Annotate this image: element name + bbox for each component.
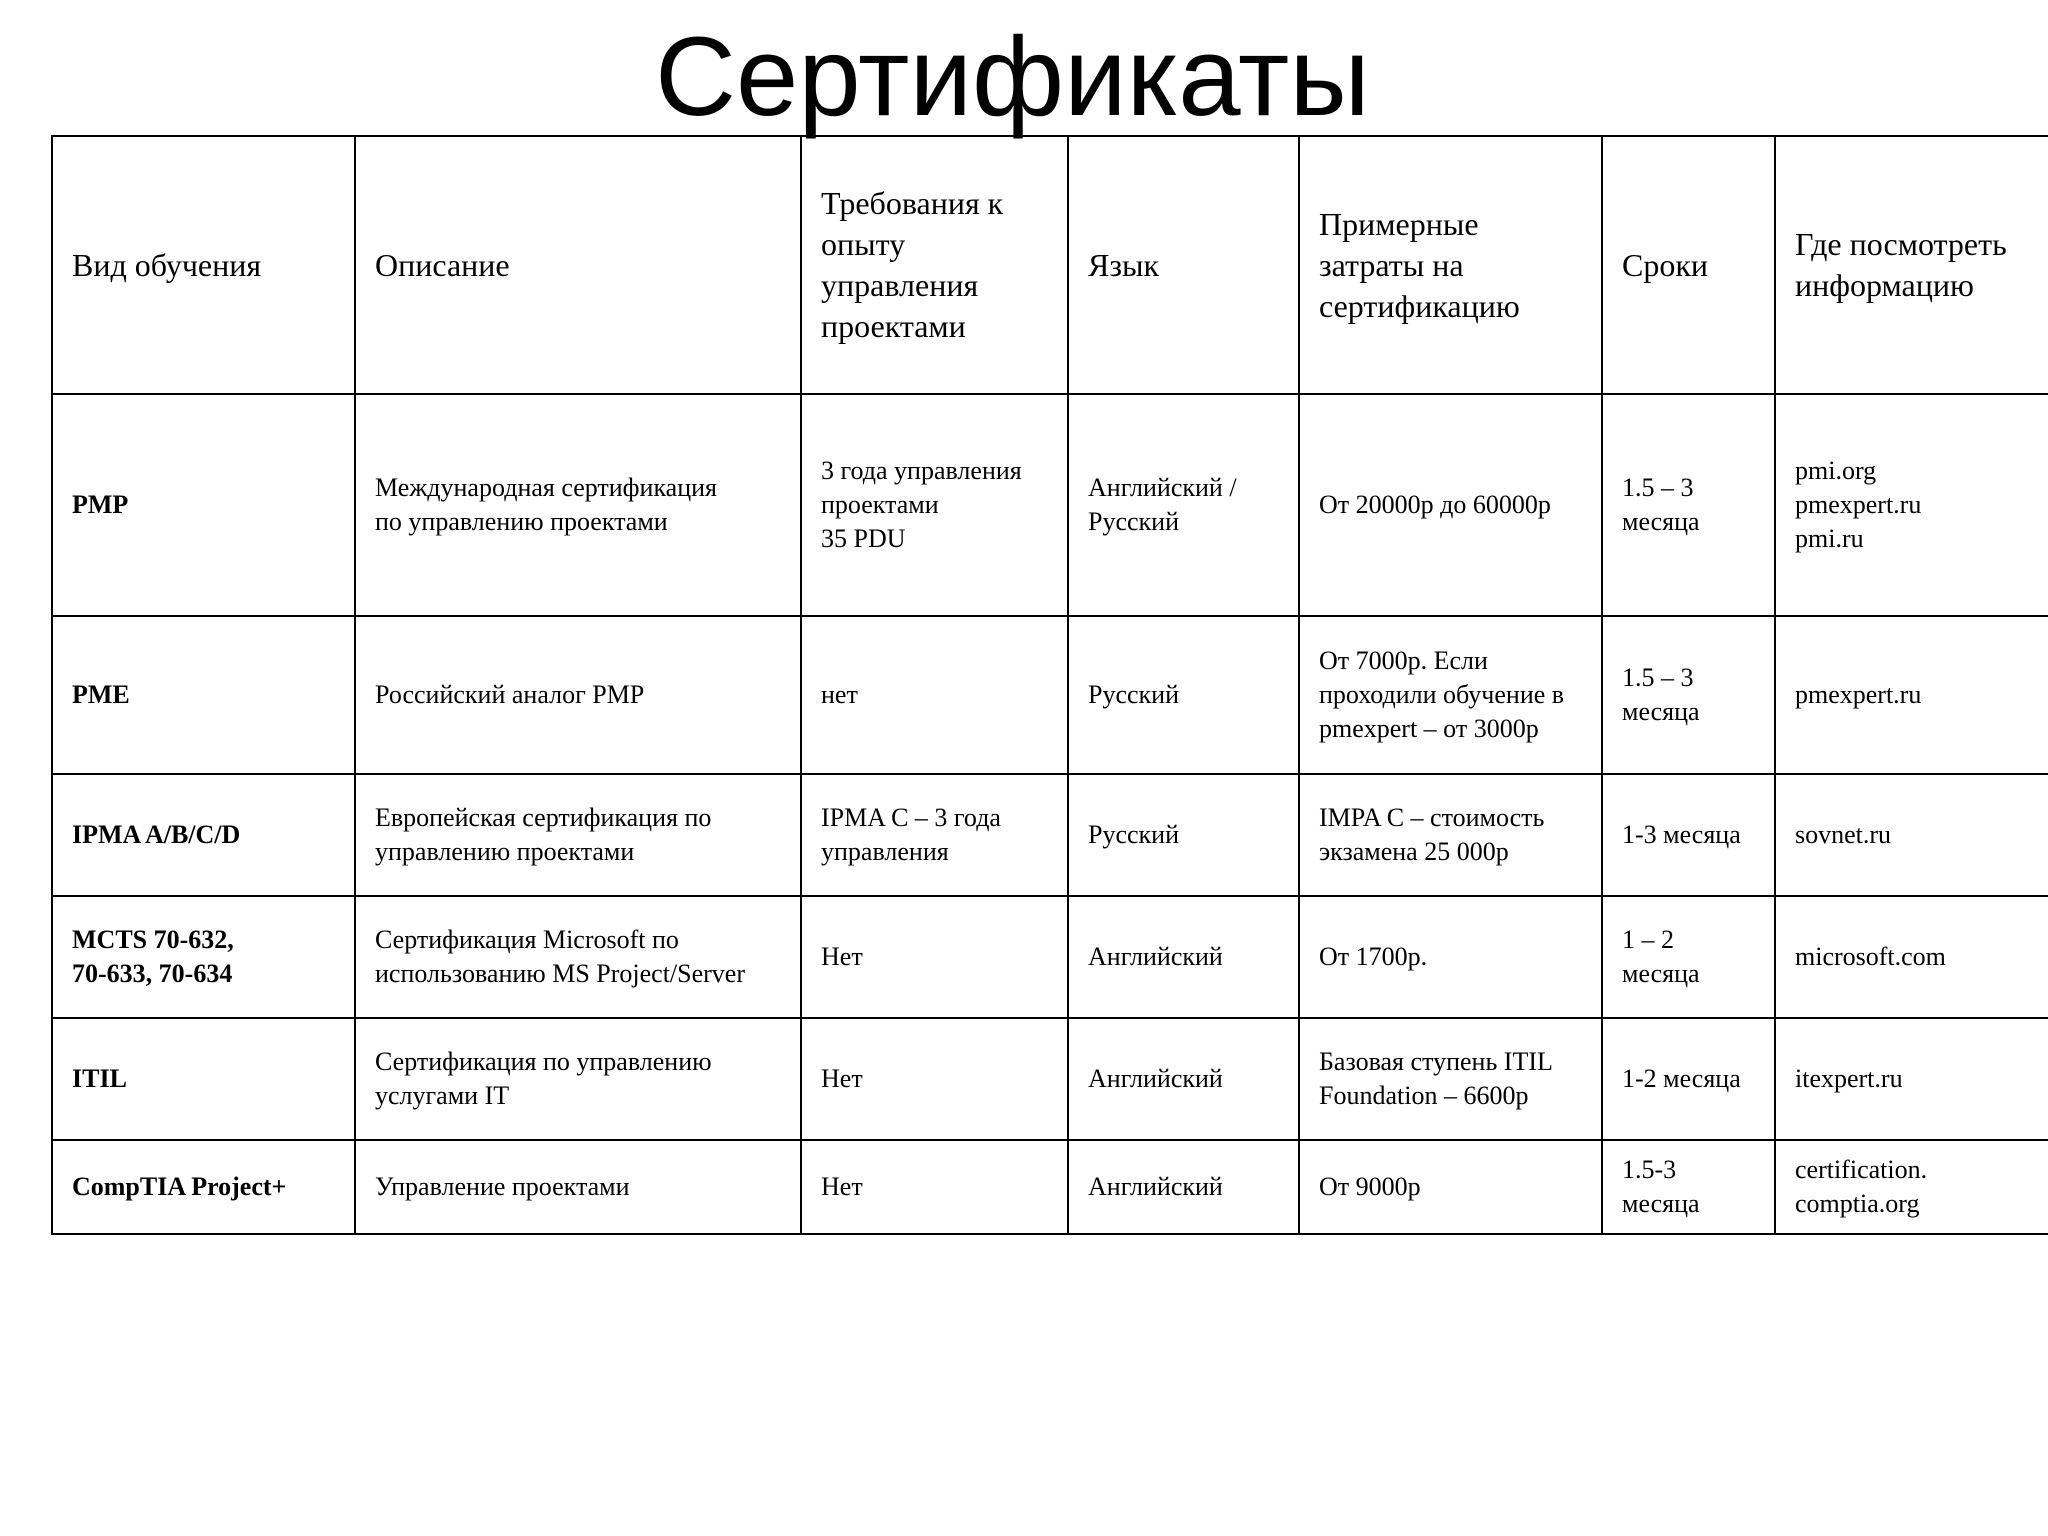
cell-cost: Базовая ступень ITIL Foundation – 6600р xyxy=(1299,1018,1602,1140)
cell-kind: MCTS 70-632, 70-633, 70-634 xyxy=(52,896,355,1018)
cell-duration: 1-2 месяца xyxy=(1602,1018,1775,1140)
cell-duration: 1-3 месяца xyxy=(1602,774,1775,896)
cell-language: Английский / Русский xyxy=(1068,394,1299,616)
cell-duration: 1.5 – 3 месяца xyxy=(1602,616,1775,774)
cell-cost: От 1700р. xyxy=(1299,896,1602,1018)
header-language: Язык xyxy=(1068,136,1299,394)
cell-requirements: IPMA C – 3 года управления xyxy=(801,774,1068,896)
cell-info: pmexpert.ru xyxy=(1775,616,2048,774)
cell-description: Российский аналог PMP xyxy=(355,616,801,774)
table-row xyxy=(52,1018,2048,1140)
header-cost: Примерные затраты на сертификацию xyxy=(1299,136,1602,394)
cell-info: pmi.org pmexpert.ru pmi.ru xyxy=(1775,394,2048,616)
cell-cost: От 7000р. Если проходили обучение в pmexpert – от 3000р xyxy=(1299,616,1602,774)
cell-cost: IMPA C – стоимость экзамена 25 000р xyxy=(1299,774,1602,896)
table-row xyxy=(52,616,2048,774)
cell-language: Английский xyxy=(1068,1140,1299,1234)
cell-cost: От 9000р xyxy=(1299,1140,1602,1234)
table-row xyxy=(52,1140,2048,1234)
table-row xyxy=(52,896,2048,1018)
cell-language: Русский xyxy=(1068,616,1299,774)
table-header-row xyxy=(52,136,2048,394)
table-row xyxy=(52,774,2048,896)
header-description: Описание xyxy=(355,136,801,394)
cell-info: itexpert.ru xyxy=(1775,1018,2048,1140)
cell-requirements: 3 года управления проектами 35 PDU xyxy=(801,394,1068,616)
header-duration: Сроки xyxy=(1602,136,1775,394)
cell-description: Сертификация по управлению услугами IT xyxy=(355,1018,801,1140)
cell-kind: CompTIA Project+ xyxy=(52,1140,355,1234)
cell-kind: IPMA A/B/C/D xyxy=(52,774,355,896)
cell-info: certification. comptia.org xyxy=(1775,1140,2048,1234)
cell-requirements: нет xyxy=(801,616,1068,774)
cell-kind: PMP xyxy=(52,394,355,616)
cell-description: Международная сертификация по управлению проектами xyxy=(355,394,801,616)
cell-info: microsoft.com xyxy=(1775,896,2048,1018)
cell-info: sovnet.ru xyxy=(1775,774,2048,896)
cell-language: Русский xyxy=(1068,774,1299,896)
cell-duration: 1 – 2 месяца xyxy=(1602,896,1775,1018)
cell-cost: От 20000р до 60000р xyxy=(1299,394,1602,616)
table-row xyxy=(52,394,2048,616)
cell-description: Европейская сертификация по управлению проектами xyxy=(355,774,801,896)
cell-requirements: Нет xyxy=(801,1018,1068,1140)
page-title: Сертификаты xyxy=(655,14,1370,139)
header-requirements: Требования к опыту управления проектами xyxy=(801,136,1068,394)
cell-kind: ITIL xyxy=(52,1018,355,1140)
cell-duration: 1.5-3 месяца xyxy=(1602,1140,1775,1234)
certificates-table xyxy=(51,135,2048,1235)
cell-description: Управление проектами xyxy=(355,1140,801,1234)
cell-kind: PME xyxy=(52,616,355,774)
cell-requirements: Нет xyxy=(801,1140,1068,1234)
cell-requirements: Нет xyxy=(801,896,1068,1018)
header-kind: Вид обучения xyxy=(52,136,355,394)
cell-language: Английский xyxy=(1068,1018,1299,1140)
header-info: Где посмотреть информацию xyxy=(1775,136,2048,394)
cell-duration: 1.5 – 3 месяца xyxy=(1602,394,1775,616)
cell-language: Английский xyxy=(1068,896,1299,1018)
cell-description: Сертификация Microsoft по использованию MS Project/Server xyxy=(355,896,801,1018)
